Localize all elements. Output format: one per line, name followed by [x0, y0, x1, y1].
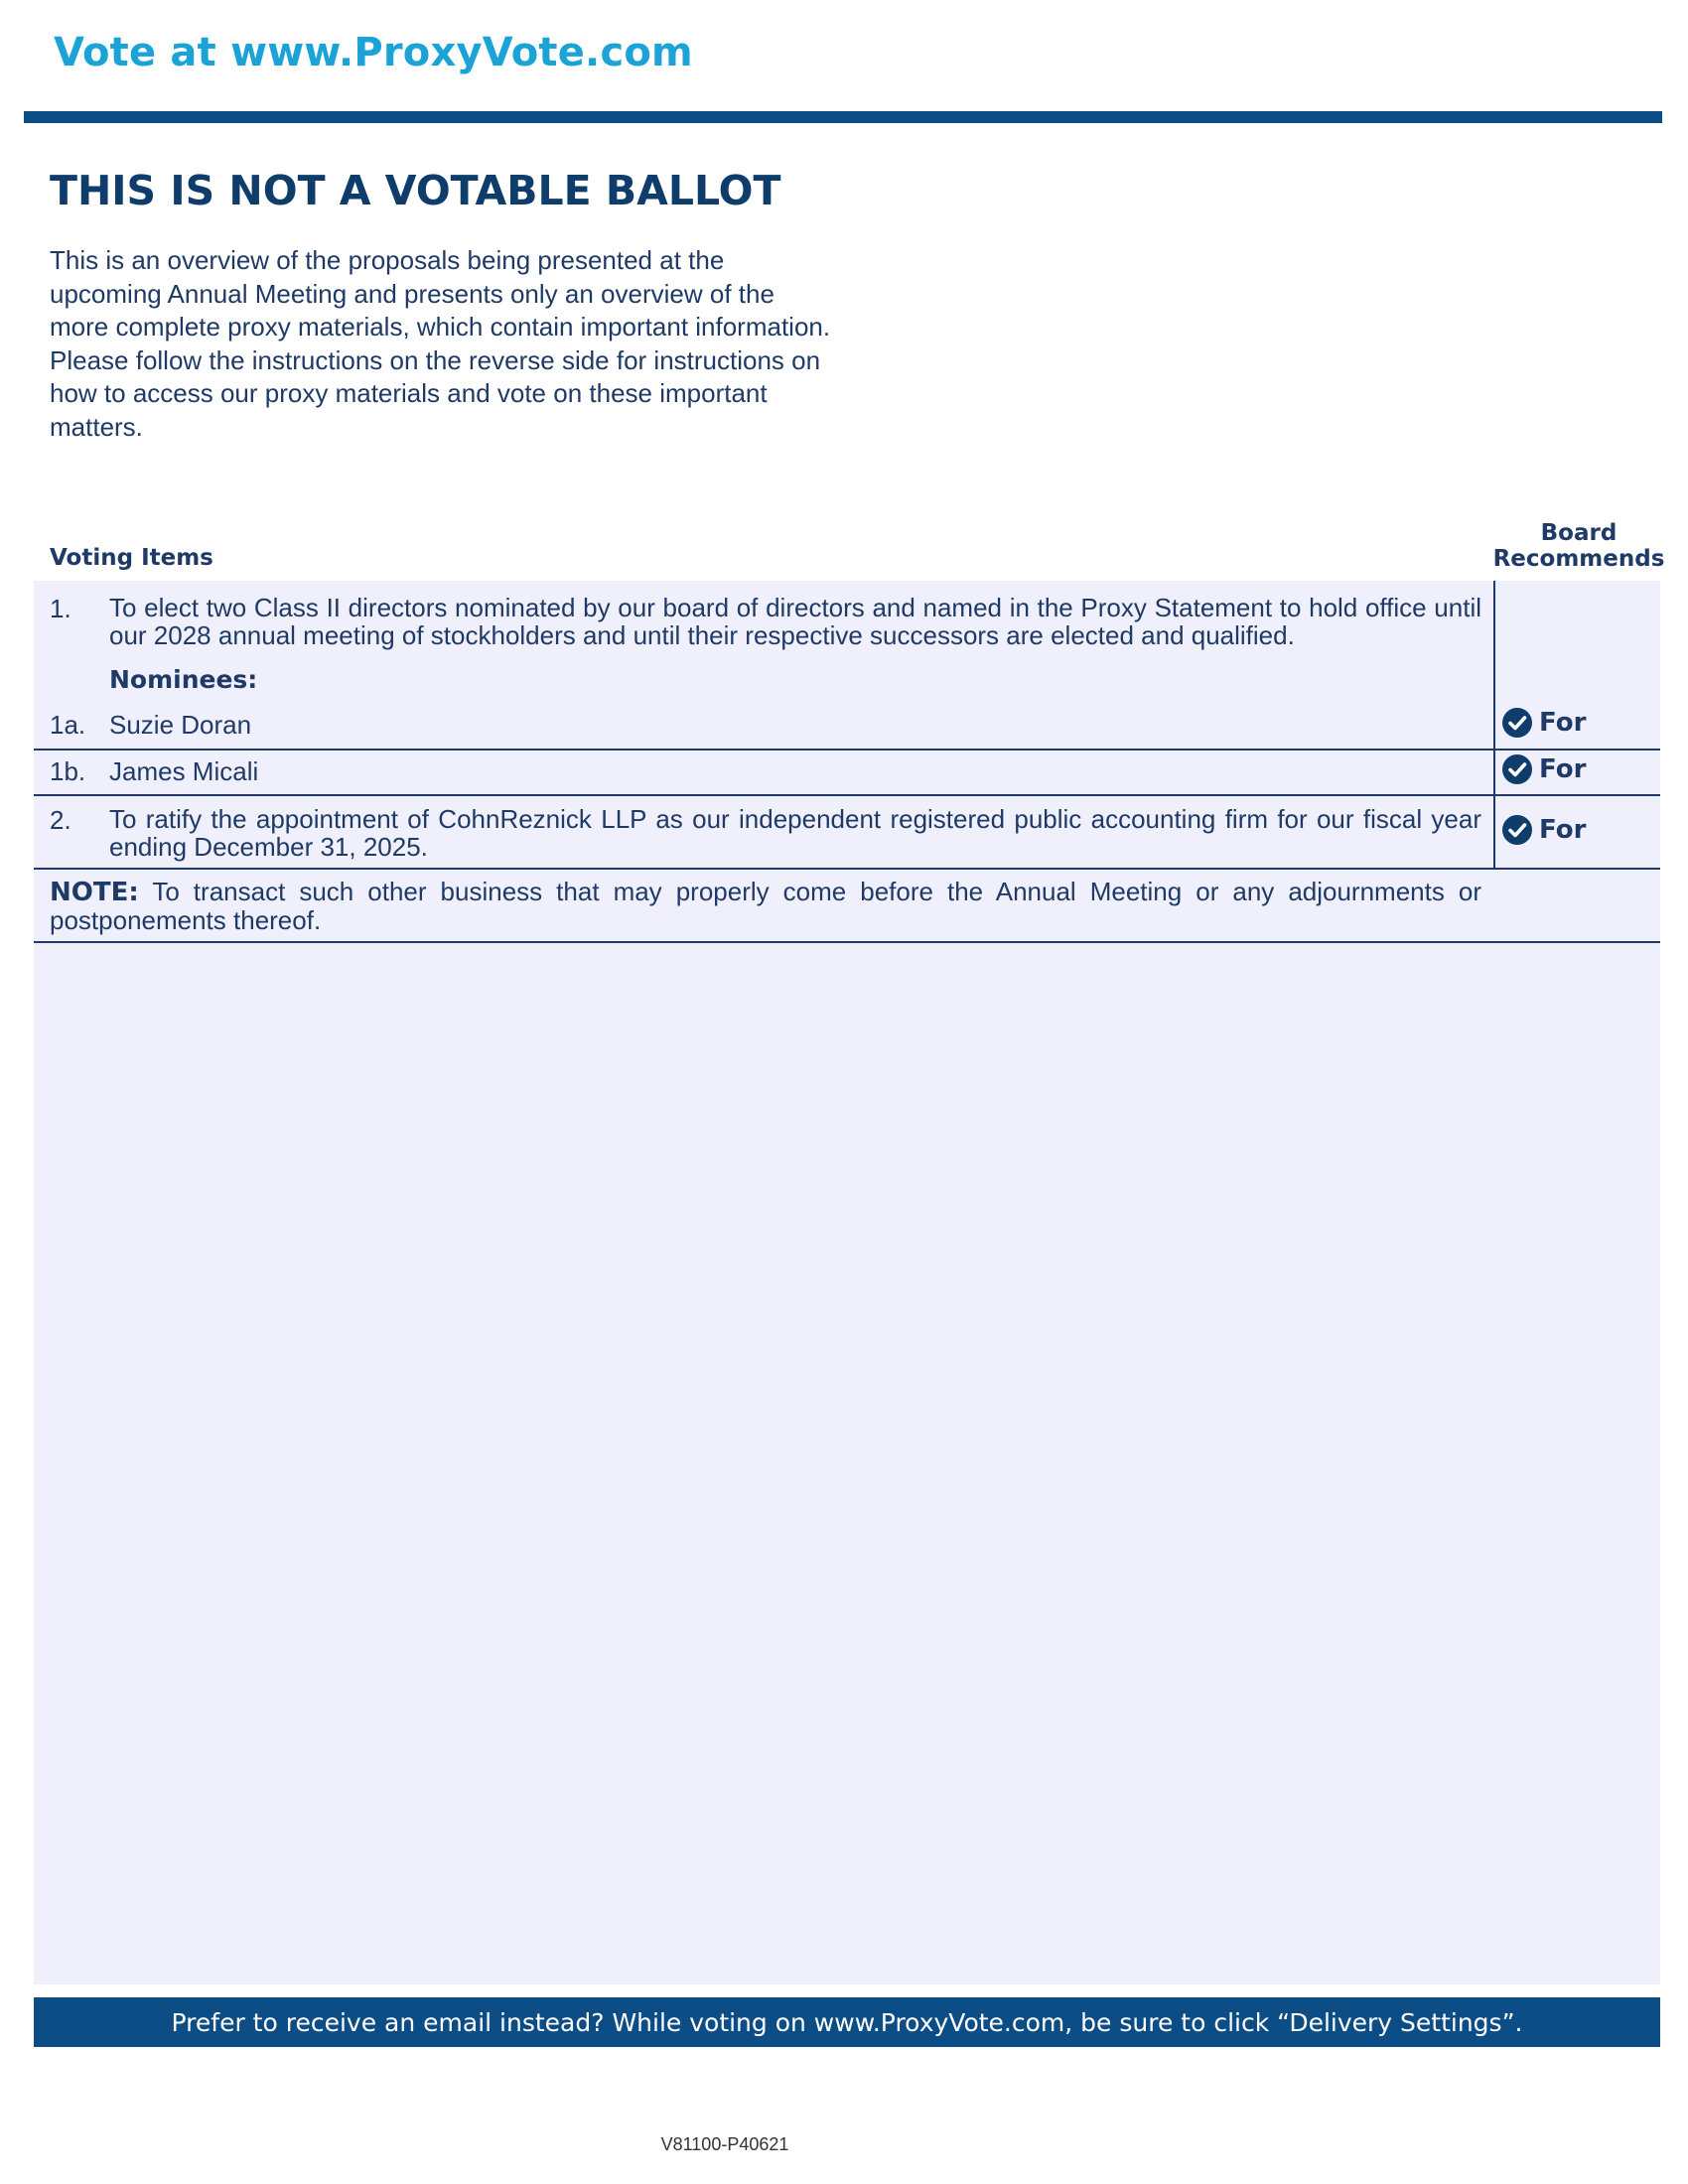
recommendation-label: For	[1539, 815, 1587, 845]
delivery-settings-text: Prefer to receive an email instead? While voting on www.ProxyVote.com, be sure to click “Delivery Settings”.	[171, 2007, 1523, 2037]
voting-items-panel	[34, 581, 1660, 1984]
voting-items-heading: Voting Items	[50, 545, 213, 571]
item-1-text: To elect two Class II directors nominated by our board of directors and named in the Proxy Statement to hold office until our 2028 annual meeting of stockholders and until their respective successors are elected and qualified.	[109, 593, 1481, 650]
board-heading-line2: Recommends	[1492, 546, 1665, 572]
check-circle-icon	[1501, 753, 1533, 785]
row-divider	[34, 868, 1660, 870]
note-paragraph	[50, 878, 1481, 934]
nominee-1a-name: Suzie Doran	[109, 710, 252, 740]
nominee-1b-recommendation	[1501, 753, 1586, 785]
row-divider	[34, 794, 1660, 796]
nominee-1a-number: 1a.	[50, 710, 86, 740]
nominee-1a-recommendation	[1501, 707, 1586, 739]
delivery-settings-banner	[34, 1997, 1660, 2047]
column-divider	[1493, 581, 1495, 869]
recommendation-label: For	[1539, 754, 1587, 784]
header-rule	[24, 111, 1662, 123]
intro-paragraph: This is an overview of the proposals being presented at the upcoming Annual Meeting and presents only an overview of the more complete proxy materials, which contain important information. Please follow the instructions on the reverse side for instructions on how to access our proxy materials and vote on these important matters.	[50, 245, 831, 442]
check-circle-icon	[1501, 814, 1533, 846]
recommendation-label: For	[1539, 708, 1587, 738]
nominee-1b-name: James Micali	[109, 756, 259, 786]
board-recommends-heading	[1489, 520, 1668, 572]
vote-url-header: Vote at www.ProxyVote.com	[54, 30, 693, 75]
board-heading-line1: Board	[1540, 520, 1618, 546]
page-title: THIS IS NOT A VOTABLE BALLOT	[50, 167, 781, 214]
item-2-text: To ratify the appointment of CohnReznick LLP as our independent registered public accounting firm for our fiscal year ending December 31, 2025.	[109, 804, 1481, 862]
row-divider	[34, 749, 1660, 751]
row-divider	[34, 941, 1660, 943]
note-label: NOTE:	[50, 878, 139, 907]
item-2-recommendation	[1501, 814, 1586, 846]
nominee-1b-number: 1b.	[50, 756, 86, 786]
item-2-number: 2.	[50, 805, 71, 835]
item-1-number: 1.	[50, 594, 71, 623]
nominees-label: Nominees:	[109, 665, 258, 694]
check-circle-icon	[1501, 707, 1533, 739]
document-code: V81100-P40621	[660, 2134, 789, 2154]
note-text: To transact such other business that may properly come before the Annual Meeting or any adjournments or postponements thereof.	[50, 877, 1481, 935]
